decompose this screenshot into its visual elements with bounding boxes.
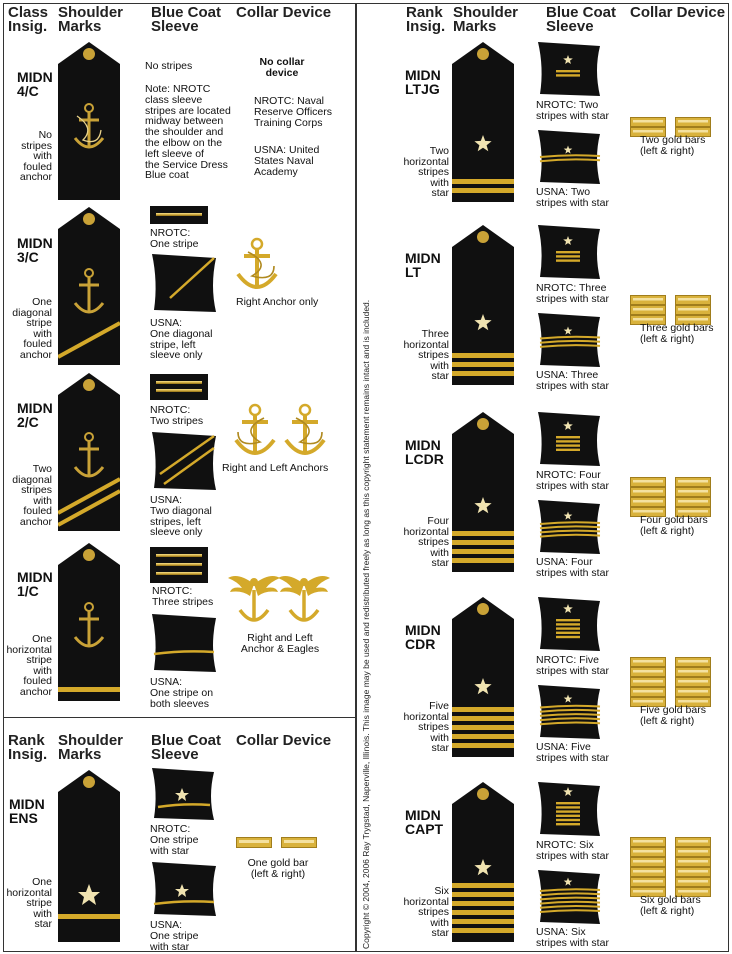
usna-note: USNA: Two diagonal stripes, left sleeve only	[150, 494, 212, 539]
rank-label: MIDN CDR	[405, 622, 441, 652]
usna-sleeve	[536, 683, 602, 741]
collar-note: Right Anchor only	[236, 296, 319, 308]
right-anchor-icon	[234, 236, 280, 296]
header-collar-device: Collar Device	[236, 4, 332, 21]
left-anchor-icon	[232, 402, 278, 462]
sleeve-stripe	[556, 623, 580, 625]
nrotc-note: NROTC: Three stripes with star	[536, 282, 609, 305]
shoulder-stripe	[452, 707, 514, 712]
shoulder-stripe	[452, 353, 514, 358]
shoulder-mark	[452, 225, 514, 385]
shoulder-mark	[58, 42, 120, 200]
rank-description: One horizontal stripe with star	[6, 876, 52, 931]
sleeve-stripe	[556, 823, 580, 825]
nrotc-sleeve	[150, 766, 216, 822]
shoulder-mark	[58, 543, 120, 701]
gold-bars-icon	[675, 837, 711, 899]
nrotc-note: NROTC: One stripe	[150, 227, 199, 250]
nrotc-sleeve-patch	[150, 206, 208, 224]
rank-description: One diagonal stripe with fouled anchor	[12, 296, 52, 361]
nrotc-sleeve	[536, 410, 602, 468]
header-rank-insig: Rank Insig.	[8, 732, 48, 763]
gold-bars-icon	[630, 657, 666, 709]
shoulder-stripe	[452, 883, 514, 888]
gold-bars-icon	[675, 657, 711, 709]
sleeve-stripe	[556, 449, 580, 451]
shoulder-stripe	[452, 901, 514, 906]
header-shoulder-marks: Shoulder Marks	[58, 732, 124, 763]
sleeve-stripe	[556, 819, 580, 821]
usna-note: USNA: Four stripes with star	[536, 556, 609, 579]
nrotc-note: NROTC: Four stripes with star	[536, 469, 609, 492]
sleeve-stripe	[556, 632, 580, 634]
header-shoulder-marks: Shoulder Marks	[58, 4, 124, 35]
shoulder-stripe	[452, 540, 514, 545]
rank-label: MIDN LT	[405, 250, 441, 280]
nrotc-note: NROTC: Three stripes	[152, 585, 214, 608]
usna-sleeve	[536, 128, 602, 186]
center-divider	[355, 3, 357, 952]
rank-label: MIDN 2/C	[17, 400, 53, 430]
shoulder-mark	[452, 782, 514, 942]
usna-sleeve	[150, 612, 218, 674]
sleeve-stripe	[556, 810, 580, 812]
rank-description: One horizontal stripe with fouled anchor	[6, 633, 52, 698]
nrotc-sleeve-patch	[150, 547, 208, 583]
nrotc-sleeve	[536, 780, 602, 838]
shoulder-stripe	[452, 179, 514, 184]
shoulder-mark	[58, 207, 120, 365]
rank-description: No stripes with fouled anchor	[19, 129, 52, 184]
rank-description: Six horizontal stripes with star	[403, 885, 449, 940]
shoulder-mark	[452, 412, 514, 572]
collar-note: No collar device	[259, 56, 305, 79]
shoulder-mark	[58, 373, 120, 531]
shoulder-stripe	[452, 371, 514, 376]
nrotc-sleeve	[536, 223, 602, 281]
sleeve-stripe	[556, 636, 580, 638]
nrotc-note: NROTC: Five stripes with star	[536, 654, 609, 677]
nrotc-note: NROTC: Six stripes with star	[536, 839, 609, 862]
usna-note: USNA: Six stripes with star	[536, 926, 609, 949]
rank-description: Three horizontal stripes with star	[403, 328, 449, 383]
sleeve-stripe	[556, 815, 580, 817]
rank-label: MIDN 3/C	[17, 235, 53, 265]
header-blue-coat-sleeve: Blue Coat Sleeve	[151, 4, 222, 35]
gold-bar-icon	[281, 837, 317, 848]
gold-bar-icon	[236, 837, 272, 848]
sleeve-stripe	[556, 259, 580, 261]
rank-label: MIDN LCDR	[405, 437, 444, 467]
shoulder-stripe	[452, 734, 514, 739]
shoulder-stripe	[452, 919, 514, 924]
left-anchor-eagle-icon	[228, 570, 280, 628]
collar-note: Four gold bars (left & right)	[640, 514, 708, 537]
rank-description: Four horizontal stripes with star	[403, 515, 449, 570]
copyright-notice: Copyright © 2004, 2006 Ray Trygstad, Naperville, Illinois. This image may be used and redistributed freely as long as this copyright statement remains intact and is included.	[361, 299, 371, 949]
gold-bars-icon	[630, 477, 666, 519]
collar-note: Two gold bars (left & right)	[640, 134, 706, 157]
sleeve-stripe	[556, 436, 580, 438]
sleeve-stripe	[556, 255, 580, 257]
outer-right-border	[728, 3, 729, 952]
shoulder-stripe	[452, 531, 514, 536]
sleeve-stripe	[556, 802, 580, 804]
sleeve-stripe	[556, 444, 580, 446]
usna-note: USNA: One stripe on both sleeves	[150, 676, 214, 710]
collar-note: NROTC: Naval Reserve Officers Training Corps	[254, 95, 332, 129]
nrotc-note: NROTC: Two stripes	[150, 404, 204, 427]
nrotc-sleeve-patch	[150, 374, 208, 400]
shoulder-mark	[58, 770, 120, 942]
nrotc-note: NROTC: Two stripes with star	[536, 99, 609, 122]
left-section-divider	[3, 717, 356, 718]
sleeve-note: Note: NROTC class sleeve stripes are located midway between the shoulder and the elbow on the left sleeve of the Service Dress Blue coat	[145, 83, 231, 182]
collar-note: Five gold bars (left & right)	[640, 704, 706, 727]
rank-label: MIDN ENS	[9, 796, 45, 826]
shoulder-stripe	[452, 362, 514, 367]
rank-description: Two diagonal stripes with fouled anchor	[12, 463, 52, 528]
sleeve-stripe	[556, 251, 580, 253]
shoulder-mark	[452, 597, 514, 757]
header-collar-device: Collar Device	[630, 4, 726, 21]
sleeve-stripe	[556, 627, 580, 629]
sleeve-stripe	[556, 74, 580, 76]
collar-note: Right and Left Anchors	[222, 462, 329, 474]
shoulder-stripe	[452, 743, 514, 748]
header-rank-insig: Rank Insig.	[406, 4, 446, 35]
usna-note: USNA: One stripe with star	[150, 919, 199, 953]
header-collar-device: Collar Device	[236, 732, 332, 749]
shoulder-stripe	[452, 558, 514, 563]
rank-label: MIDN LTJG	[405, 67, 441, 97]
collar-note: Right and Left Anchor & Eagles	[240, 632, 320, 655]
shoulder-stripe	[452, 928, 514, 933]
sleeve-stripe	[556, 70, 580, 72]
collar-note: One gold bar (left & right)	[247, 857, 309, 880]
collar-note: Six gold bars (left & right)	[640, 894, 701, 917]
nrotc-sleeve	[536, 595, 602, 653]
shoulder-stripe	[452, 188, 514, 193]
header-blue-coat-sleeve: Blue Coat Sleeve	[546, 4, 617, 35]
usna-sleeve	[536, 498, 602, 556]
rank-label: MIDN 4/C	[17, 69, 53, 99]
header-blue-coat-sleeve: Blue Coat Sleeve	[151, 732, 222, 763]
gold-bars-icon	[630, 837, 666, 899]
usna-sleeve	[150, 430, 218, 492]
rank-label: MIDN CAPT	[405, 807, 444, 837]
nrotc-sleeve	[536, 40, 602, 98]
sleeve-stripe	[556, 619, 580, 621]
collar-note: Three gold bars (left & right)	[640, 322, 714, 345]
usna-sleeve	[536, 311, 602, 369]
header-shoulder-marks: Shoulder Marks	[453, 4, 519, 35]
usna-sleeve	[150, 252, 218, 314]
outer-bottom-border	[3, 951, 729, 952]
shoulder-stripe	[452, 716, 514, 721]
usna-note: USNA: Five stripes with star	[536, 741, 609, 764]
usna-note: USNA: One diagonal stripe, left sleeve only	[150, 317, 213, 362]
sleeve-stripe	[556, 806, 580, 808]
header-class-insig: Class Insig.	[8, 4, 49, 35]
rank-description: Two horizontal stripes with star	[403, 145, 449, 200]
gold-bars-icon	[675, 477, 711, 519]
rank-description: Five horizontal stripes with star	[403, 700, 449, 755]
shoulder-stripe	[452, 549, 514, 554]
nrotc-note: NROTC: One stripe with star	[150, 823, 199, 857]
shoulder-stripe	[452, 892, 514, 897]
right-anchor-icon	[282, 402, 328, 462]
usna-sleeve	[150, 860, 218, 918]
shoulder-stripe	[452, 725, 514, 730]
sleeve-note: No stripes	[145, 60, 193, 72]
usna-sleeve	[536, 868, 602, 926]
sleeve-stripe	[556, 440, 580, 442]
shoulder-mark	[452, 42, 514, 202]
rank-label: MIDN 1/C	[17, 569, 53, 599]
right-anchor-eagle-icon	[278, 570, 330, 628]
collar-note: USNA: United States Naval Academy	[254, 144, 320, 178]
usna-note: USNA: Two stripes with star	[536, 186, 609, 209]
shoulder-stripe	[452, 910, 514, 915]
usna-note: USNA: Three stripes with star	[536, 369, 609, 392]
